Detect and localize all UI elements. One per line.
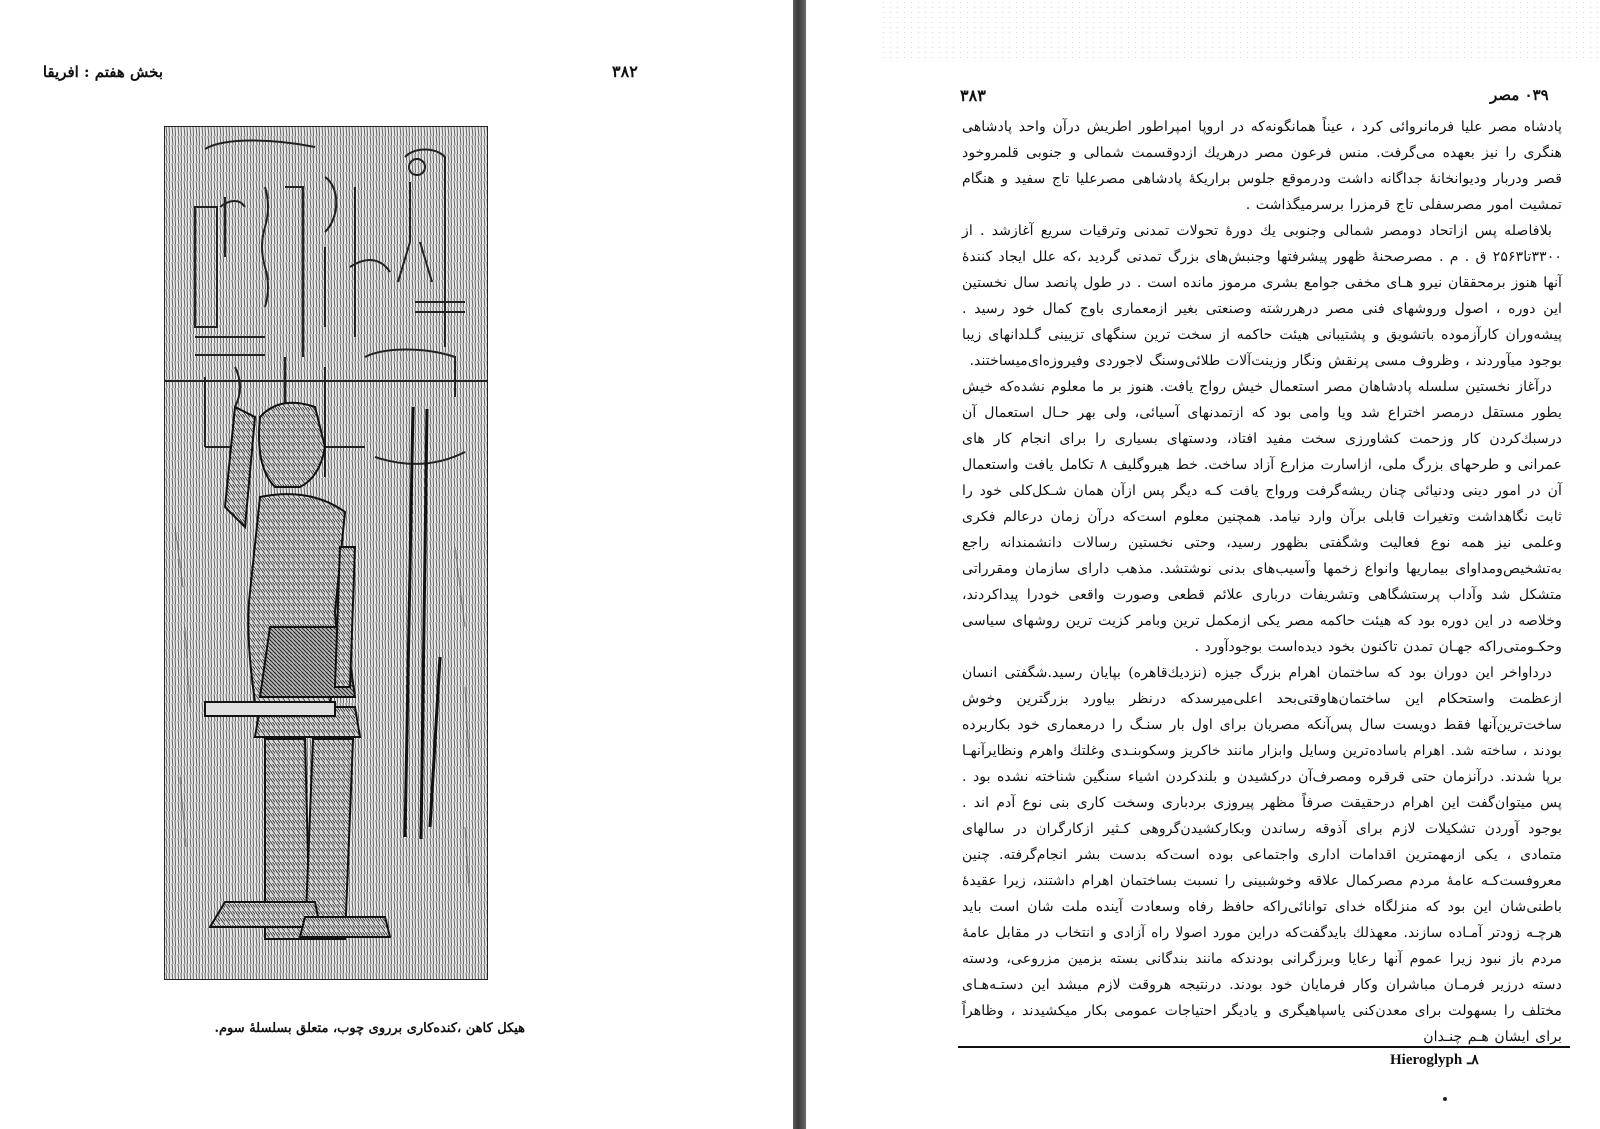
paragraph: بلافاصله پس ازاتحاد دومصر شمالی وجنوبی یك دورهٔ تحولات تمدنی وترقیات سریع آغازشد . از ۳۳۰۰تا۲۵۶۳ ق . م . مصرصحنهٔ ظهور پیشرفتها وجنبش‌های بزرگ تمدنی گردید ،که علل ایجاد کنندهٔ آنها هنوز برمحققان نیرو هـای مخفی جوامع بشری مرموز مانده است . در طول پانصد سال نخستین این دوره ، اصول وروشهای فنی مصر درهررشته وصنعتی بغیر ازمعماری باوج کمال خود رسید . پیشه‌وران کارآزموده باتشویق و پشتیبانی هیئت حاکمه از سخت ترین سنگهای تزیینی گـلدانهای زیبا بوجود میآوردند ، وظروف مسی پرنقش ونگار وزینت‌آلات طلائی‌وسنگ لاجوردی وفیروزه‌ای‌میساختند. [962, 223, 1562, 369]
paragraph: درداواخر این دوران بود که ساختمان اهرام بزرگ جیزه (نزدیك‌قاهره) بپایان رسید.شگفتی انسان ازعظمت واستحکام این ساختمان‌هاوقتی‌بحد اعلی‌میرسد‌که درنظر بیاورد بزرگترین وخوش ساخت‌ترین‌آنها فقط دویست سال پس‌آنکه مصریان برای اول بار سنـگ را درمعماری خود بکاربرده بودند ، ساخته شد. اهرام باساده‌ترین وسایل وابزار مانند خاکریز وسکوبنـدی وغلتك واهرم ونظایرآنهـا برپا شدند. درآنزمان حتی قرقره ومصرف‌آن درکشیدن و بلندکردن اشیاء سنگین شناخته نشده بود . پس میتوان‌گفت این اهرام درحقیقت صرفاً مظهر پیروزی بردباری وسخت کاری بنی نوع آدم اند . بوجود آوردن تشکیلات لازم برای آذوقه رساندن وبکار‌کشیدن‌گروهی کـثیر ازکارگران در سالهای متمادی ، یکی ازمهمترین اقدامات اداری واجتماعی بوده است‌که بدست بشر انجام‌گرفته. چنین معروفست‌کـه عامهٔ مردم مصر‌کمال علاقه وخوشبینی را نسبت بساختمان اهرام داشتند، زیرا عقیدهٔ باطنی‌شان این بود که منزلگاه خدای توانائی‌راکه حافظ رفاه وسعادت آینده ملت شان است باید هرچـه زودتر آمـاده سازند. معهذلك باید‌گفت‌که دراین مورد اصولا راه آزادی و انتخاب در مقابل عامهٔ مردم باز نبود زیرا عموم آنها رعایا وبرزگرانی بودند‌که مانند بندگانی بسته بزمین مزروعی، ودسته دسته درزیر فرمـان مباشران وکار فرمایان خود بودند. درنتیجه هروقت لازم میشد این دستـه‌هـای مختلف را بسهولت برای معدن‌کنی یاسپاهیگری و یادیگر احتیاجات عمومی بکار میکشیدند ، وظاهراً برای ایشان هـم چنـدان [962, 665, 1562, 1045]
body-text [962, 114, 1562, 1050]
book-gutter [793, 0, 806, 1129]
scan-noise [880, 0, 1600, 60]
relief-figure-image [164, 126, 488, 980]
paragraph: پادشاه مصر علیا فرمانروائی کرد ، عیناً همانگونه‌که در اروپا امپراطور اطریش درآن واحد پادشاهی هنگری را نیز بعهده می‌گرفت. منس فرعون مصر درهریك ازدوقسمت شمالی و جنوبی قلمروخود قصر ودربار ودیوانخانهٔ جداگانه داشت ودرموقع جلوس براریکهٔ پادشاهی مصرعلیا تاج سفید و هنگام تمشیت امور مصرسفلی تاج قرمزرا برسرمیگذاشت . [962, 119, 1562, 213]
paragraph: درآغاز نخستین سلسله پادشاهان مصر استعمال خیش رواج یافت. هنوز بر ما معلوم نشده‌که خیش بطور مستقل درمصر اختراع شد ویا وامی بود که ازتمدنهای آسیائی، ولی بهر حـال استعمال آن درسبك‌کردن کار وزحمت کشاورزی سخت مفید افتاد، ودستهای بسیاری را برای انجام کار های عمرانی و طرحهای بزرگ ملی، ازاسارت مزارع آزاد ساخت. خط هیروگلیف ۸ تکامل یافت واستعمال آن در امور دینی ودنیائی چنان ریشه‌گرفت ورواج یافت کـه دیگر پس ازآن همان شـکل‌کلی خود را ثابت نگاهداشت وتغیرات قابلی برآن وارد نیامد. همچنین معلوم است‌که درآن زمان درعالم فکری وعلمی نیز همه نوع فعالیت وشگفتی بظهور رسید، وحتی نخستین رسالات دانشمندانه راجع به‌تشخیص‌ومداوای بیماریها وانواع زخمها وآسیب‌های بدنی نوشتشد. مذهب دارای سازمان ومقرراتی متشکل شد وآداب پرستشگاهی وتشریفات درباری علائم قطعی وصورت واقعی خودرا پیدا‌کردند، وخلاصه در این دوره بود که هیئت حاکمه مصر یکی ازمکمل ترین وبامر کزیت ترین روشهای سیاسی وحکـومتی‌راکه جهـان تمدن تاکنون بخود دیده‌است بوجودآورد . [962, 379, 1562, 655]
running-head-left: بخش هفتم : افریقا [42, 63, 163, 81]
footnote-marker: ۸ـ [1467, 1052, 1479, 1068]
footnote [1390, 1052, 1479, 1069]
footnote-text: Hieroglyph [1390, 1052, 1463, 1068]
left-page [0, 0, 793, 1129]
running-head-right: ۰۳۹ مصر [1490, 86, 1549, 104]
page-number-right: ۳۸۳ [960, 86, 986, 105]
footnote-divider [958, 1046, 1570, 1048]
figure-caption: هیکل کاهن ،کنده‌کاری برروی چوب، متعلق بسلسلهٔ سوم. [214, 1021, 525, 1036]
page-number-left: ۳۸۲ [612, 62, 638, 81]
scan-speck [1443, 1097, 1447, 1101]
